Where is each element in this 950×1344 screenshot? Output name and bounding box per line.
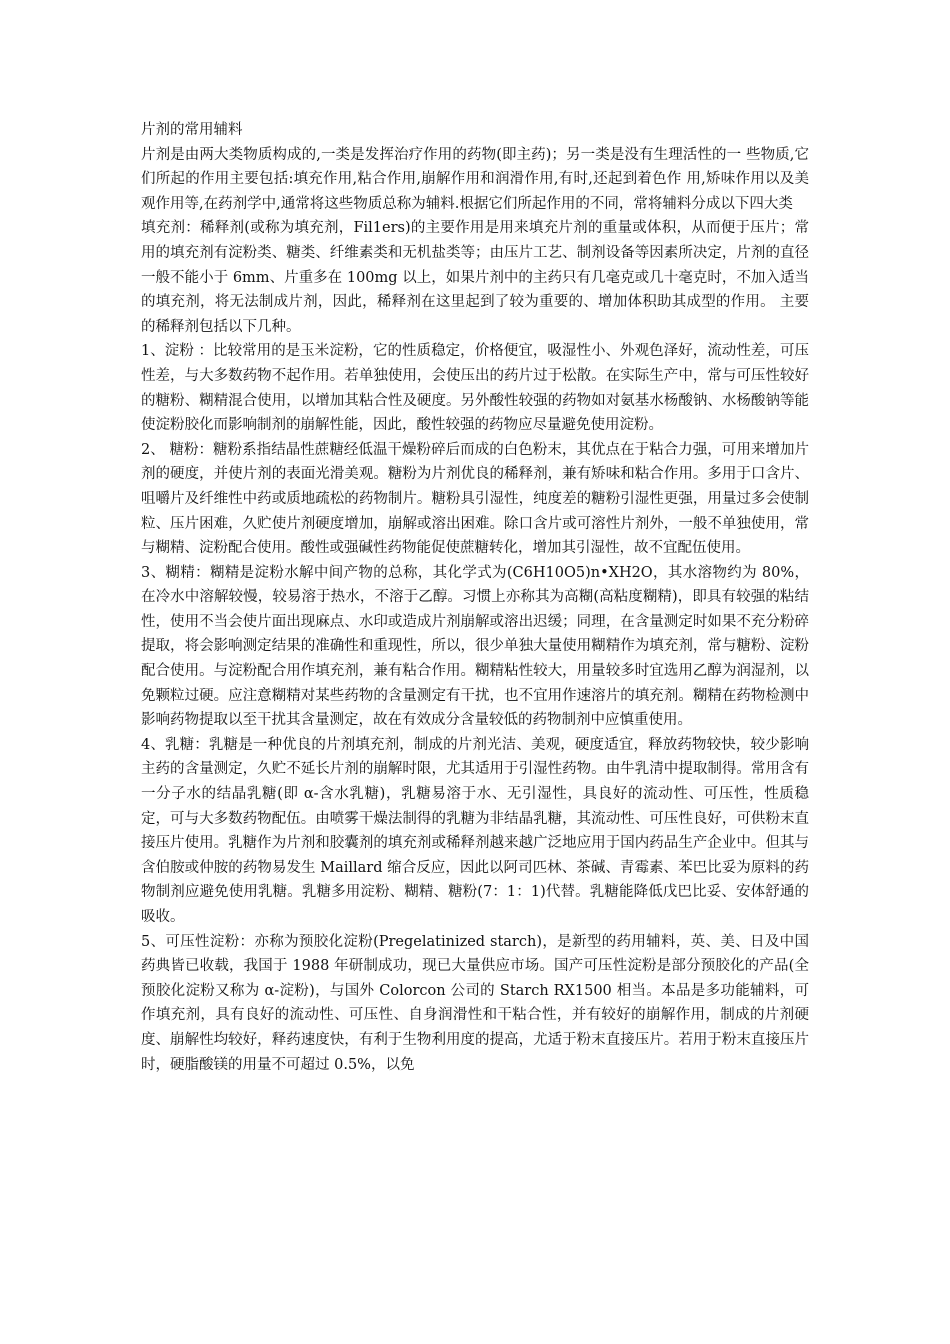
paragraph-sugar-powder: 2、 糖粉：糖粉系指结晶性蔗糖经低温干燥粉碎后而成的白色粉末，其优点在于粘合力强，可用来增加片剂的硬度，并使片剂的表面光滑美观。糖粉为片剂优良的稀释剂，兼有矫味和粘合作用。多用于口含片、咀嚼片及纤维性中药或质地疏松的药物制片。糖粉具引湿性，纯度差的糖粉引湿性更强，用量过多会使制粒、压片困难，久贮使片剂硬度增加，崩解或溶出困难。除口含片或可溶性片剂外，一般不单独使用，常与糊精、淀粉配合使用。酸性或强碱性药物能促使蔗糖转化，增加其引湿性，故不宜配伍使用。 (141, 441, 809, 557)
paragraph-dextrin: 3、糊精：糊精是淀粉水解中间产物的总称，其化学式为(C6H10O5)n•XH2O，其水溶物约为 80%，在冷水中溶解较慢，较易溶于热水，不溶于乙醇。习惯上亦称其为高糊(高粘度糊精)，即具有较强的粘结性，使用不当会使片面出现麻点、水印或造成片剂崩解或溶出迟缓；同理，在含量测定时如果不充分粉碎提取，将会影响测定结果的准确性和重现性，所以，很少单独大量使用糊精作为填充剂，常与糖粉、淀粉配合使用。与淀粉配合用作填充剂，兼有粘合作用。糊精粘性较大，用量较多时宜选用乙醇为润湿剂，以免颗粒过硬。应注意糊精对某些药物的含量测定有干扰，也不宜用作速溶片的填充剂。糊精在药物检测中影响药物提取以至干扰其含量测定，故在有效成分含量较低的药物制剂中应慎重使用。 (141, 564, 809, 729)
paragraph-starch: 1、淀粉 ：比较常用的是玉米淀粉，它的性质稳定，价格便宜，吸湿性小、外观色泽好，流动性差，可压性差，与大多数药物不起作用。若单独使用，会使压出的药片过于松散。在实际生产中，常与可压性较好的糖粉、糊精混合使用，以增加其粘合性及硬度。另外酸性较强的药物如对氨基水杨酸钠、水杨酸钠等能使淀粉胶化而影响制剂的崩解性能，因此，酸性较强的药物应尽量避免使用淀粉。 (141, 343, 809, 434)
paragraph-pregelatinized-starch: 5、可压性淀粉：亦称为预胶化淀粉(Pregelatinized starch)，是新型的药用辅料，英、美、日及中国药典皆已收载，我国于 1988 年研制成功，现已大量供应市场。国产可压性淀粉是部分预胶化的产品(全预胶化淀粉又称为 α-淀粉)，与国外 Colorcon 公司的 Starch RX1500 相当。本品是多功能辅料，可作填充剂，具有良好的流动性、可压性、自身润滑性和干粘合性，并有较好的崩解作用，制成的片剂硬度、崩解性均较好，释药速度快，有利于生物利用度的提高，尤适于粉末直接压片。若用于粉末直接压片时，硬脂酸镁的用量不可超过 0.5%，以免 (141, 933, 809, 1073)
document-title: 片剂的常用辅料 (141, 122, 243, 138)
paragraph-intro: 片剂是由两大类物质构成的,一类是发挥治疗作用的药物(即主药)；另一类是没有生理活性的一 些物质,它们所起的作用主要包括:填充作用,粘合作用,崩解作用和润滑作用,有时,还起到着色作 用,矫味作用以及美观作用等,在药剂学中,通常将这些物质总称为辅料.根据它们所起作用的不同，常将辅料分成以下四大类 (141, 146, 809, 212)
paragraph-lactose: 4、乳糖：乳糖是一种优良的片剂填充剂，制成的片剂光洁、美观，硬度适宜，释放药物较快，较少影响主药的含量测定，久贮不延长片剂的崩解时限，尤其适用于引湿性药物。由牛乳清中提取制得。常用含有一分子水的结晶乳糖(即 α-含水乳糖)，乳糖易溶于水、无引湿性，具良好的流动性、可压性，性质稳定，可与大多数药物配伍。由喷雾干燥法制得的乳糖为非结晶乳糖，其流动性、可压性良好，可供粉末直接压片使用。乳糖作为片剂和胶囊剂的填充剂或稀释剂越来越广泛地应用于国内药品生产企业中。但其与含伯胺或仲胺的药物易发生 Maillard 缩合反应，因此以阿司匹林、茶碱、青霉素、苯巴比妥为原料的药物制剂应避免使用乳糖。乳糖多用淀粉、糊精、糖粉(7：1：1)代替。乳糖能降低戊巴比妥、安体舒通的吸收。 (141, 736, 809, 925)
paragraph-fillers: 填充剂：稀释剂(或称为填充剂，Fil1ers)的主要作用是用来填充片剂的重量或体积，从而便于压片；常用的填充剂有淀粉类、糖类、纤维素类和无机盐类等；由压片工艺、制剂设备等因素所决定，片剂的直径一般不能小于 6mm、片重多在 100mg 以上，如果片剂中的主药只有几毫克或几十毫克时，不加入适当的填充剂，将无法制成片剂，因此，稀释剂在这里起到了较为重要的、增加体积助其成型的作用。 主要的稀释剂包括以下几种。 (141, 220, 809, 335)
document-body (141, 118, 809, 1077)
